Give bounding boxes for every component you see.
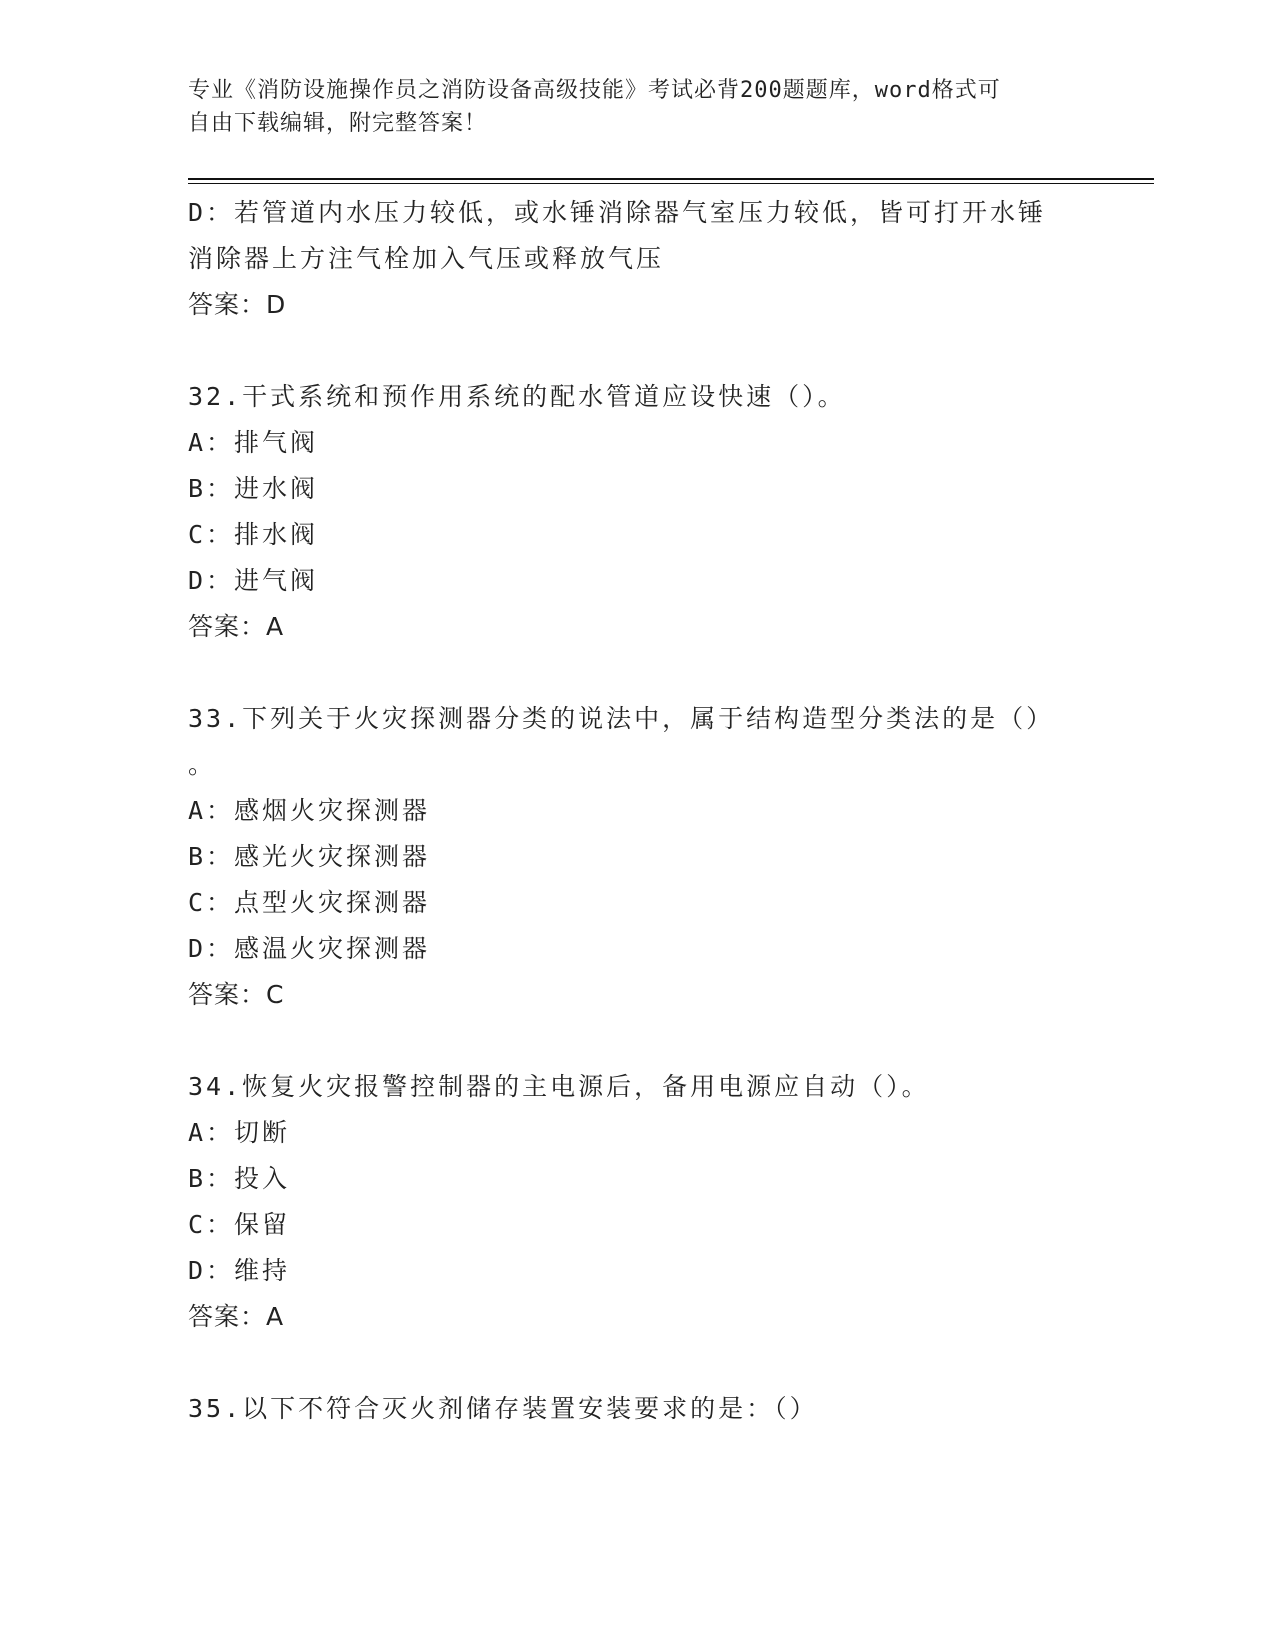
option-d: D：感温火灾探测器 — [188, 934, 431, 963]
option-a: A：排气阀 — [188, 428, 319, 457]
option-a: A：切断 — [188, 1118, 291, 1147]
option-d: D：进气阀 — [188, 566, 319, 595]
question-stem: 33.下列关于火灾探测器分类的说法中，属于结构造型分类法的是（） — [188, 704, 1055, 733]
option-d: D：维持 — [188, 1256, 291, 1285]
answer-line: 答案：C — [188, 980, 285, 1009]
option-c: C：点型火灾探测器 — [188, 888, 431, 917]
option-c: C：排水阀 — [188, 520, 319, 549]
header-line-2: 自由下载编辑，附完整答案！ — [188, 111, 488, 136]
answer-line: 答案：D — [188, 290, 287, 319]
question-gap — [188, 328, 1088, 374]
question-stem-continuation: 。 — [188, 750, 217, 779]
option-c: C：保留 — [188, 1210, 291, 1239]
option-d-line-1: D：若管道内水压力较低，或水锤消除器气室压力较低，皆可打开水锤 — [188, 198, 1047, 227]
option-b: B：投入 — [188, 1164, 291, 1193]
option-a: A：感烟火灾探测器 — [188, 796, 431, 825]
question-stem: 34.恢复火灾报警控制器的主电源后，备用电源应自动（）。 — [188, 1072, 930, 1101]
header-line-1: 专业《消防设施操作员之消防设备高级技能》考试必背200题题库，word格式可 — [188, 78, 1001, 103]
option-b: B：进水阀 — [188, 474, 319, 503]
question-stem: 32.干式系统和预作用系统的配水管道应设快速（）。 — [188, 382, 846, 411]
question-stem: 35.以下不符合灭火剂储存装置安装要求的是：（） — [188, 1394, 818, 1423]
header-divider-thin — [188, 183, 1154, 184]
header-divider-thick — [188, 178, 1154, 180]
answer-line: 答案：A — [188, 612, 285, 641]
question-gap — [188, 1340, 1088, 1386]
question-gap — [188, 1018, 1088, 1064]
option-b: B：感光火灾探测器 — [188, 842, 431, 871]
answer-line: 答案：A — [188, 1302, 285, 1331]
document-header — [188, 74, 1068, 140]
option-d-line-2: 消除器上方注气栓加入气压或释放气压 — [188, 244, 665, 273]
question-list — [188, 190, 1088, 1432]
question-gap — [188, 650, 1088, 696]
